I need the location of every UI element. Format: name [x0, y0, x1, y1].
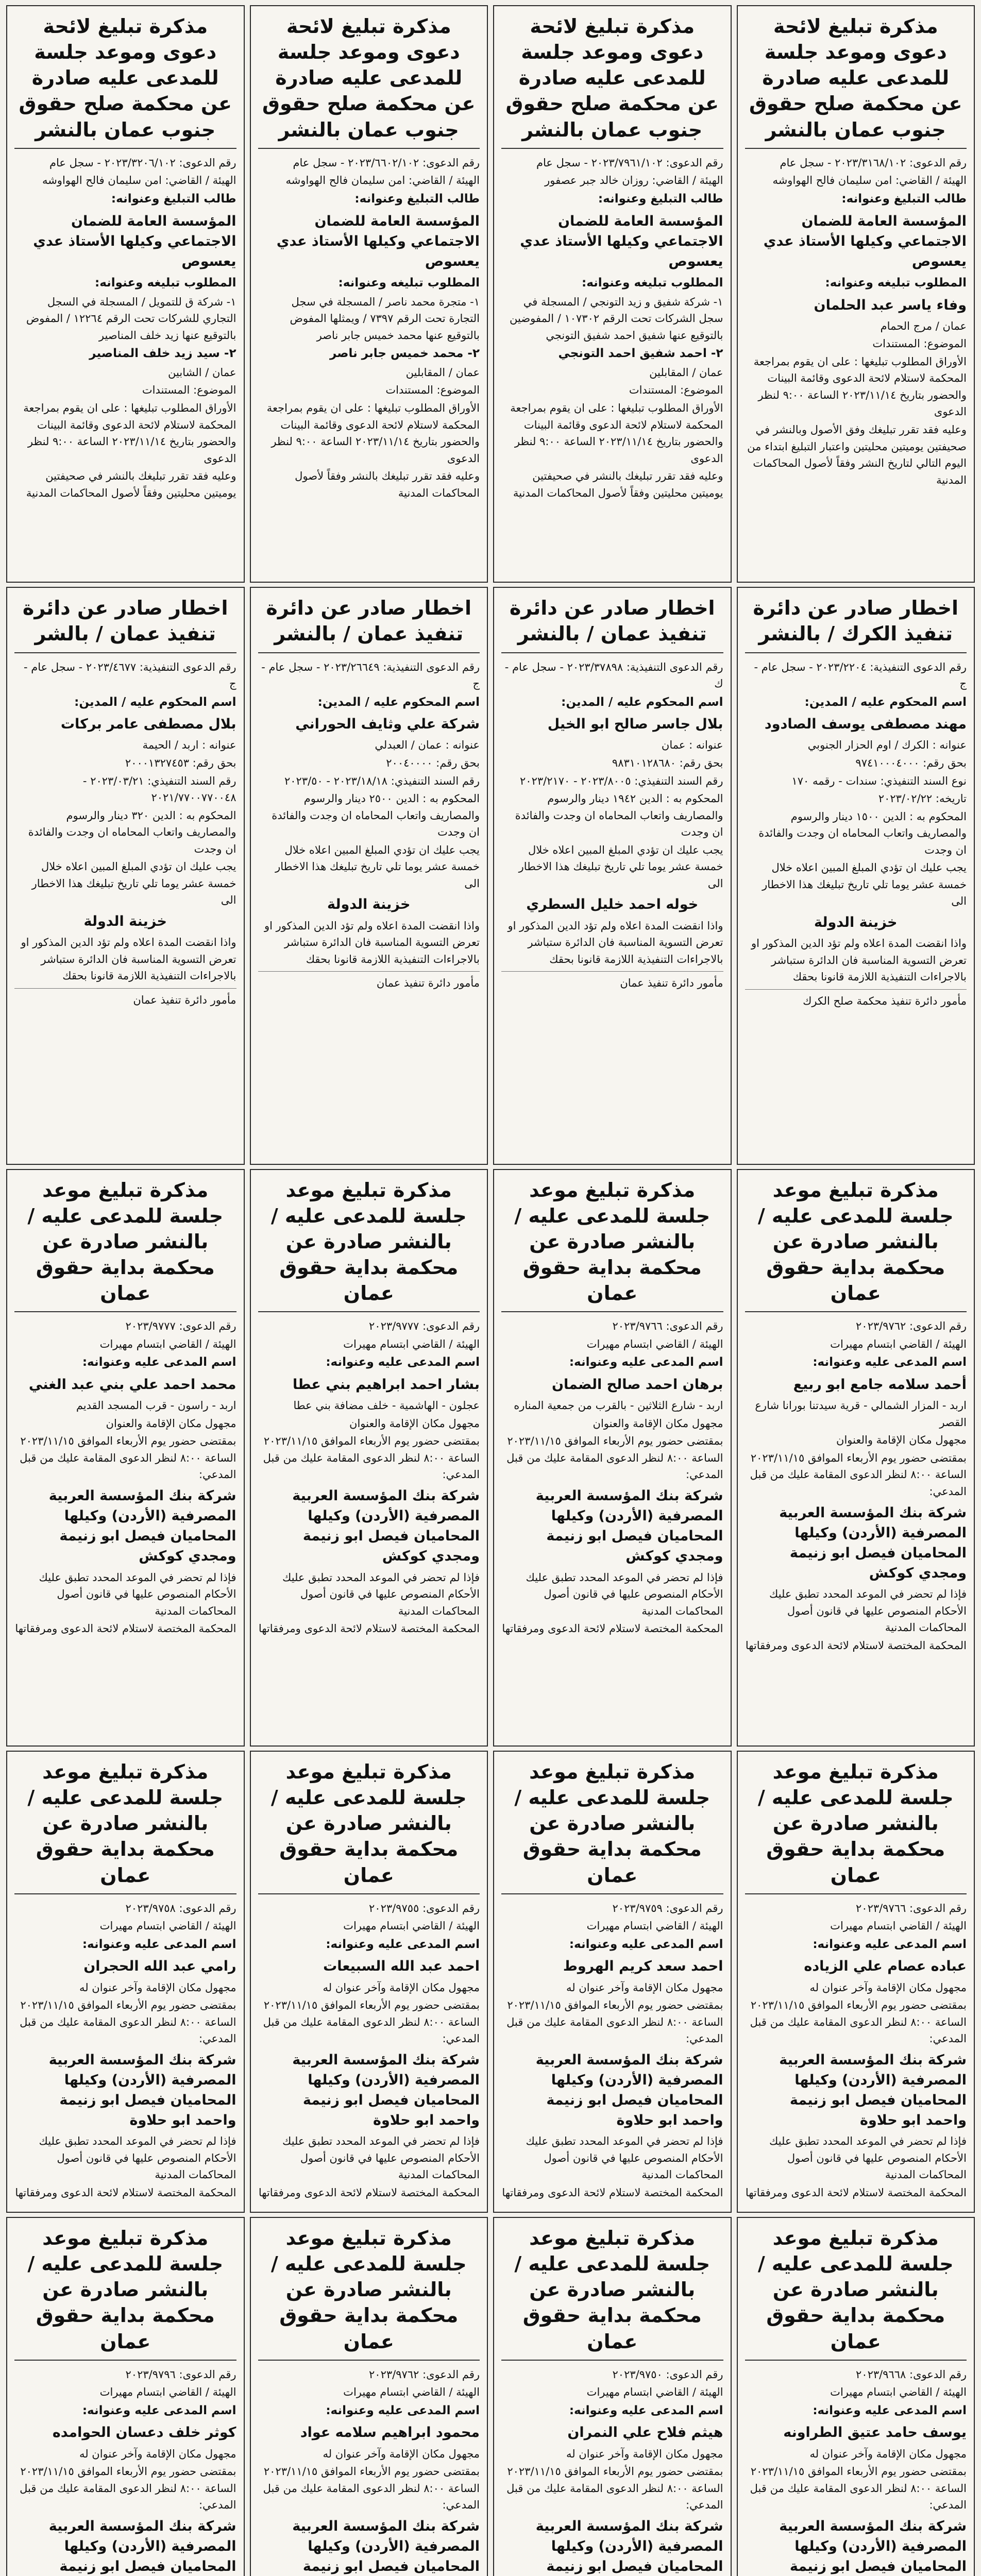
requester-label: طالب التبليغ وعنوانه: [841, 192, 967, 206]
address: عنوانه : عمان / العبدلي [375, 739, 480, 752]
plaintiff: شركة بنك المؤسسة العربية المصرفية (الأردن) وكيلها المحاميان فيصل ابو زنيمة ومجدي كوكش [48, 1487, 236, 1565]
address: عمان / المقابلين [649, 366, 723, 379]
notice-hearing-2 [493, 1169, 732, 1747]
signature: مأمور دائرة تنفيذ محكمة صلح الكرك [745, 989, 967, 1010]
defendant-label: اسم المدعى عليه وعنوانه: [569, 1937, 723, 1951]
debtor-label: اسم المحكوم عليه / المدين: [804, 695, 967, 709]
plaintiff: شركة بنك المؤسسة العربية المصرفية (الأردن) وكيلها المحاميان فيصل ابو زنيمة واحمد ابو حلاوة [292, 2052, 480, 2129]
notice-title: مذكرة تبليغ لائحة دعوى وموعد جلسة للمدعى عليه صادرة عن محكمة صلح حقوق جنوب عمان بالنشر [258, 13, 480, 149]
judge: الهيئة / القاضي ابتسام مهيرات [343, 2386, 480, 2399]
defendant-label: اسم المدعى عليه وعنوانه: [326, 1355, 480, 1369]
notice-title: مذكرة تبليغ لائحة دعوى وموعد جلسة للمدعى عليه صادرة عن محكمة صلح حقوق جنوب عمان بالنشر [501, 13, 723, 149]
closing-text: وعليه فقد تقرر تبليغك وفق الأصول وبالنشر في صحيفتين يوميتين محليتين واعتبار التبليغ ابتداء من اليوم التالي لتاريخ النشر وفقاً لأصول المحاكمات المدنية [747, 423, 967, 486]
hearing-date: بمقتضى حضور يوم الأربعاء الموافق ٢٠٢٣/١١/١٥ الساعة ٨:٠٠ لنظر الدعوى المقامة عليك من قبل المدعي: [20, 1999, 236, 2045]
judge: الهيئة / القاضي ابتسام مهيرات [99, 1337, 236, 1350]
row-1 [6, 5, 975, 583]
defendant: كوثر خلف دعسان الحوامده [52, 2425, 236, 2441]
defendant-label: المطلوب تبليغه وعنوانه: [338, 276, 480, 290]
judge: الهيئة / القاضي ابتسام مهيرات [586, 2386, 723, 2399]
defendant-label: اسم المدعى عليه وعنوانه: [569, 1355, 723, 1369]
payment-demand: يجب عليك ان تؤدي المبلغ المبين اعلاه خلال خمسة عشر يوما تلي تاريخ تبليغك هذا الاخطار الى [31, 860, 236, 907]
closing-text: المحكمة المختصة لاستلام لائحة الدعوى ومرفقاتها [502, 1622, 723, 1635]
unknown-address: مجهول مكان الإقامة والعنوان [836, 1434, 967, 1447]
defendant-label: المطلوب تبليغه وعنوانه: [582, 276, 723, 290]
requester-label: طالب التبليغ وعنوانه: [111, 192, 236, 206]
warning: فإذا لم تحضر في الموعد المحدد تطبق عليك الأحكام المنصوص عليها في قانون أصول المحاكمات المدنية [769, 2135, 967, 2181]
case-number: رقم الدعوى: ٢٠٢٣/٩٧٥٨ [125, 1902, 236, 1914]
judgment-amount: المحكوم به : الدين ١٩٤٢ دينار والرسوم والمصاريف واتعاب المحاماه ان وجدت والفائدة ان وجدت [515, 792, 723, 839]
case-number: رقم الدعوى: ٢٠٢٣/٩٧٦٢ [856, 1320, 967, 1333]
defendant: ١- متجرة محمد ناصر / المسجلة في سجل التجارة تحت الرقم ٧٣٩٧ / ويمثلها المفوض بالتوقيع عنها محمد خميس جابر ناصر [290, 295, 480, 342]
payment-demand: يجب عليك ان تؤدي المبلغ المبين اعلاه خلال خمسة عشر يوما تلي تاريخ تبليغك هذا الاخطار الى [275, 843, 480, 890]
case-number: رقم الدعوى: ٢٠٢٣/٩٧٦٢ [369, 2368, 480, 2381]
case-number: رقم الدعوى: ٢٠٢٣/٦٦٠٢/١٠٢ - سجل عام [293, 156, 480, 169]
debtor: بلال مصطفى عامر بركات [60, 716, 236, 733]
plaintiff: شركة بنك المؤسسة العربية المصرفية (الأردن) وكيلها المحاميان فيصل ابو زنيمة ومجدي كوكش [535, 1487, 723, 1565]
hearing-date: بمقتضى حضور يوم الأربعاء الموافق ٢٠٢٣/١١/١٥ الساعة ٨:٠٠ لنظر الدعوى المقامة عليك من قبل المدعي: [506, 1435, 723, 1481]
notice-title: اخطار صادر عن دائرة تنفيذ الكرك / بالنشر [745, 595, 967, 653]
warning: فإذا لم تحضر في الموعد المحدد تطبق عليك الأحكام المنصوص عليها في قانون أصول المحاكمات المدنية [282, 1571, 480, 1617]
instrument: نوع السند التنفيذي: سندات - رقمه ١٧٠ [791, 774, 967, 787]
national-number: بحق رقم: ٩٨٣١٠١٢٨٦٨٠ [612, 757, 723, 770]
case-number: رقم الدعوى: ٢٠٢٣/٩٧٥٩ [612, 1902, 723, 1914]
debtor: مهند مصطفى يوسف الصادود [764, 716, 967, 733]
case-number: رقم الدعوى: ٢٠٢٣/٩٧٧٧ [369, 1320, 480, 1333]
defendant-2: ٢- احمد شفيق احمد التونجي [558, 347, 723, 361]
address: عمان / الشابين [168, 366, 236, 379]
national-number: بحق رقم: ٢٠٠٤٠٠٠٠ [386, 757, 480, 770]
judge: الهيئة / القاضي ابتسام مهيرات [586, 1337, 723, 1350]
defendant-label: اسم المدعى عليه وعنوانه: [813, 1937, 967, 1951]
signature: مأمور دائرة تنفيذ عمان [258, 971, 480, 992]
address: عنوانه : عمان [661, 739, 723, 752]
address: اربد - راسون - قرب المسجد القديم [76, 1399, 236, 1412]
documents: الأوراق المطلوب تبليغها : على ان يقوم بمراجعة المحكمة لاستلام لائحة الدعوى وقائمة البينات والحضور بتاريخ ٢٠٢٣/١١/١٤ الساعة ٩:٠٠ لنظر الدعوى [510, 401, 723, 465]
notice-execution-3 [250, 587, 488, 1164]
judge: الهيئة / القاضي: امن سليمان فالح الهواوشه [42, 174, 236, 187]
payment-demand: يجب عليك ان تؤدي المبلغ المبين اعلاه خلال خمسة عشر يوما تلي تاريخ تبليغك هذا الاخطار الى [762, 861, 967, 908]
defendant: احمد عبد الله السبيعات [323, 1958, 480, 1975]
address: عمان / مرج الحمام [880, 319, 967, 332]
unknown-address: مجهول مكان الإقامة وآخر عنوان له [79, 2447, 236, 2460]
notice-title: اخطار صادر عن دائرة تنفيذ عمان / بالنشر [258, 595, 480, 653]
case-number: رقم الدعوى التنفيذية: ٢٠٢٣/٣٧٨٩٨ - سجل عام - ك [504, 660, 723, 690]
notice-title: مذكرة تبليغ لائحة دعوى وموعد جلسة للمدعى عليه صادرة عن محكمة صلح حقوق جنوب عمان بالنشر [745, 13, 967, 149]
notice-title: مذكرة تبليغ موعد جلسة للمدعى عليه / بالنشر صادرة عن محكمة بداية حقوق عمان [14, 1759, 236, 1894]
defendant-label: اسم المدعى عليه وعنوانه: [82, 2403, 236, 2417]
notice-title: مذكرة تبليغ موعد جلسة للمدعى عليه / بالنشر صادرة عن محكمة بداية حقوق عمان [501, 2225, 723, 2361]
case-number: رقم الدعوى التنفيذية: ٢٠٢٣/٢٢٠٤ - سجل عام - ج [754, 660, 967, 690]
address: اربد - المزار الشمالي - قرية سيدتنا بورانا شارع القصر [755, 1399, 967, 1429]
judgment-amount: المحكوم به : الدين ١٥٠٠ دينار والرسوم والمصاريف واتعاب المحاماه ان وجدت والفائدة ان وجدت [758, 810, 967, 856]
closing-text: وعليه فقد تقرر تبليغك بالنشر في صحيفتين يوميتين محليتين وفقاً لأصول المحاكمات المدنية [26, 470, 236, 499]
row-5 [6, 2217, 975, 2576]
instrument-date: تاريخه: ٢٠٢٣/٠٢/٢٢ [878, 792, 967, 805]
notice-title: اخطار صادر عن دائرة تنفيذ عمان / بالنشر [501, 595, 723, 653]
creditor: خزينة الدولة [83, 913, 167, 929]
notice-hearing-6 [493, 1751, 732, 2213]
payment-demand: يجب عليك ان تؤدي المبلغ المبين اعلاه خلال خمسة عشر يوما تلي تاريخ تبليغك هذا الاخطار الى [518, 843, 723, 890]
judge: الهيئة / القاضي: امن سليمان فالح الهواوشه [772, 174, 967, 187]
defendant: محمود ابراهيم سلامه عواد [300, 2425, 480, 2441]
notice-execution-1 [737, 587, 975, 1164]
defendant: يوسف حامد عتيق الطراونه [783, 2425, 967, 2441]
unknown-address: مجهول مكان الإقامة والعنوان [593, 1417, 723, 1430]
judge: الهيئة / القاضي ابتسام مهيرات [343, 1920, 480, 1933]
requester: المؤسسة العامة للضمان الاجتماعي وكيلها الأستاذ عدي يعسوص [276, 213, 480, 269]
plaintiff: شركة بنك المؤسسة العربية المصرفية (الأردن) وكيلها المحاميان فيصل ابو زنيمة [48, 2518, 236, 2575]
documents: الأوراق المطلوب تبليغها : على ان يقوم بمراجعة المحكمة لاستلام لائحة الدعوى وقائمة البينات والحضور بتاريخ ٢٠٢٣/١١/١٤ الساعة ٩:٠٠ لنظر الدعوى [23, 401, 236, 465]
case-number: رقم الدعوى التنفيذية: ٢٠٢٣/٤٦٧٧ - سجل عام - ج [24, 660, 236, 690]
judge: الهيئة / القاضي ابتسام مهيرات [830, 1337, 967, 1350]
notice-summons-4 [6, 5, 245, 583]
notice-title: مذكرة تبليغ موعد جلسة للمدعى عليه / بالنشر صادرة عن محكمة بداية حقوق عمان [258, 1759, 480, 1894]
notice-execution-4 [6, 587, 245, 1164]
plaintiff: شركة بنك المؤسسة العربية المصرفية (الأردن) وكيلها المحاميان فيصل ابو زنيمة ومجدي كوكش [292, 1487, 480, 1565]
warning: فإذا لم تحضر في الموعد المحدد تطبق عليك الأحكام المنصوص عليها في قانون أصول المحاكمات المدنية [39, 1571, 236, 1617]
defendant: محمد احمد علي بني عبد الغني [28, 1377, 236, 1393]
creditor: خزينة الدولة [327, 896, 411, 913]
subject: الموضوع: المستندات [872, 337, 967, 350]
warning: واذا انقضت المدة اعلاه ولم تؤد الدين المذكور او تعرض التسوية المناسبة فان الدائرة ستباشر بالاجراءات التنفيذية اللازمة قانونا بحقك [508, 919, 723, 965]
signature: مأمور دائرة تنفيذ عمان [14, 988, 236, 1009]
warning: فإذا لم تحضر في الموعد المحدد تطبق عليك الأحكام المنصوص عليها في قانون أصول المحاكمات المدنية [526, 1571, 723, 1617]
warning: واذا انقضت المدة اعلاه ولم تؤد الدين المذكور او تعرض التسوية المناسبة فان الدائرة ستباشر بالاجراءات التنفيذية اللازمة قانونا بحقك [264, 919, 480, 965]
creditor: خزينة الدولة [814, 914, 898, 930]
notice-hearing-5 [737, 1751, 975, 2213]
notice-title: مذكرة تبليغ موعد جلسة للمدعى عليه / بالنشر صادرة عن محكمة بداية حقوق عمان [258, 1177, 480, 1313]
plaintiff: شركة بنك المؤسسة العربية المصرفية (الأردن) وكيلها المحاميان فيصل ابو زنيمة [779, 2518, 967, 2575]
defendant: رامي عبد الله الحجران [83, 1958, 236, 1975]
defendant-label: اسم المدعى عليه وعنوانه: [82, 1937, 236, 1951]
warning: واذا انقضت المدة اعلاه ولم تؤد الدين المذكور او تعرض التسوية المناسبة فان الدائرة ستباشر بالاجراءات التنفيذية اللازمة قانونا بحقك [21, 936, 236, 982]
unknown-address: مجهول مكان الإقامة وآخر عنوان له [809, 1981, 967, 1994]
notice-title: مذكرة تبليغ موعد جلسة للمدعى عليه / بالنشر صادرة عن محكمة بداية حقوق عمان [745, 2225, 967, 2361]
judgment-amount: المحكوم به : الدين ٢٥٠٠ دينار والرسوم والمصاريف واتعاب المحاماه ان وجدت والفائدة ان وجدت [272, 792, 480, 839]
notice-hearing-3 [250, 1169, 488, 1747]
defendant: بشار احمد ابراهيم بني عطا [292, 1377, 480, 1393]
notice-title: مذكرة تبليغ موعد جلسة للمدعى عليه / بالنشر صادرة عن محكمة بداية حقوق عمان [745, 1759, 967, 1894]
closing-text: المحكمة المختصة لاستلام لائحة الدعوى ومرفقاتها [15, 1622, 236, 1635]
case-number: رقم الدعوى: ٢٠٢٣/٣١٦٨/١٠٢ - سجل عام [780, 156, 967, 169]
hearing-date: بمقتضى حضور يوم الأربعاء الموافق ٢٠٢٣/١١/١٥ الساعة ٨:٠٠ لنظر الدعوى المقامة عليك من قبل المدعي: [20, 2465, 236, 2512]
hearing-date: بمقتضى حضور يوم الأربعاء الموافق ٢٠٢٣/١١/١٥ الساعة ٨:٠٠ لنظر الدعوى المقامة عليك من قبل المدعي: [750, 2465, 967, 2512]
defendant-label: المطلوب تبليغه وعنوانه: [825, 276, 967, 290]
warning: فإذا لم تحضر في الموعد المحدد تطبق عليك الأحكام المنصوص عليها في قانون أصول المحاكمات المدنية [282, 2135, 480, 2181]
unknown-address: مجهول مكان الإقامة وآخر عنوان له [79, 1981, 236, 1994]
defendant: أحمد سلامه جامع ابو ربيع [793, 1377, 967, 1393]
requester: المؤسسة العامة للضمان الاجتماعي وكيلها الأستاذ عدي يعسوص [33, 213, 236, 269]
notice-hearing-12 [6, 2217, 245, 2576]
warning: واذا انقضت المدة اعلاه ولم تؤد الدين المذكور او تعرض التسوية المناسبة فان الدائرة ستباشر بالاجراءات التنفيذية اللازمة قانونا بحقك [751, 937, 967, 984]
hearing-date: بمقتضى حضور يوم الأربعاء الموافق ٢٠٢٣/١١/١٥ الساعة ٨:٠٠ لنظر الدعوى المقامة عليك من قبل المدعي: [20, 1435, 236, 1481]
case-number: رقم الدعوى: ٢٠٢٣/٣٢٠٦/١٠٢ - سجل عام [49, 156, 236, 169]
requester: المؤسسة العامة للضمان الاجتماعي وكيلها الأستاذ عدي يعسوص [763, 213, 967, 269]
defendant: هيثم فلاح علي النمران [567, 2425, 723, 2441]
judge: الهيئة / القاضي ابتسام مهيرات [830, 1920, 967, 1933]
subject: الموضوع: المستندات [385, 384, 480, 397]
defendant-label: اسم المدعى عليه وعنوانه: [569, 2403, 723, 2417]
unknown-address: مجهول مكان الإقامة وآخر عنوان له [323, 2447, 480, 2460]
row-3 [6, 1169, 975, 1747]
defendant-2: ٢- محمد خميس جابر ناصر [329, 347, 480, 361]
hearing-date: بمقتضى حضور يوم الأربعاء الموافق ٢٠٢٣/١١/١٥ الساعة ٨:٠٠ لنظر الدعوى المقامة عليك من قبل المدعي: [263, 1999, 480, 2045]
closing-text: المحكمة المختصة لاستلام لائحة الدعوى ومرفقاتها [745, 1639, 967, 1652]
debtor-label: اسم المحكوم عليه / المدين: [317, 695, 480, 709]
closing-text: المحكمة المختصة لاستلام لائحة الدعوى ومرفقاتها [258, 2186, 480, 2199]
notice-summons-2 [493, 5, 732, 583]
address: اربد - شارع الثلاثين - بالقرب من جمعية المناره [514, 1399, 723, 1412]
notice-execution-2 [493, 587, 732, 1164]
notice-hearing-8 [6, 1751, 245, 2213]
address: عنوانه : اربد / الحيمة [142, 739, 236, 752]
defendant: وفاء ياسر عبد الحلمان [814, 297, 967, 313]
notice-title: مذكرة تبليغ موعد جلسة للمدعى عليه / بالنشر صادرة عن محكمة بداية حقوق عمان [501, 1759, 723, 1894]
notice-title: مذكرة تبليغ موعد جلسة للمدعى عليه / بالنشر صادرة عن محكمة بداية حقوق عمان [501, 1177, 723, 1313]
notice-title: مذكرة تبليغ موعد جلسة للمدعى عليه / بالنشر صادرة عن محكمة بداية حقوق عمان [745, 1177, 967, 1313]
warning: فإذا لم تحضر في الموعد المحدد تطبق عليك الأحكام المنصوص عليها في قانون أصول المحاكمات المدنية [39, 2135, 236, 2181]
unknown-address: مجهول مكان الإقامة والعنوان [106, 1417, 236, 1430]
judge: الهيئة / القاضي ابتسام مهيرات [586, 1920, 723, 1933]
case-number: رقم الدعوى: ٢٠٢٣/٩٧٥٠ [612, 2368, 723, 2381]
closing-text: المحكمة المختصة لاستلام لائحة الدعوى ومرفقاتها [15, 2186, 236, 2199]
plaintiff: شركة بنك المؤسسة العربية المصرفية (الأردن) وكيلها المحاميان فيصل ابو زنيمة واحمد ابو حلاوة [48, 2052, 236, 2129]
subject: الموضوع: المستندات [142, 384, 236, 397]
case-number: رقم الدعوى: ٢٠٢٣/٧٩٦١/١٠٢ - سجل عام [536, 156, 723, 169]
judge: الهيئة / القاضي ابتسام مهيرات [343, 1337, 480, 1350]
defendant: ١- شركة شفيق و زيد التونجي / المسجلة في سجل الشركات تحت الرقم ١٠٧٣٠٢ / المفوضين بالتوقيع عنها شفيق احمد شفيق التونجي [510, 295, 723, 342]
notice-title: مذكرة تبليغ موعد جلسة للمدعى عليه / بالنشر صادرة عن محكمة بداية حقوق عمان [14, 1177, 236, 1313]
notice-hearing-9 [737, 2217, 975, 2576]
subject: الموضوع: المستندات [629, 384, 723, 397]
national-number: بحق رقم: ٢٠٠٠١٣٢٧٤٥٣ [125, 757, 236, 770]
address: عنوانه : الكرك / اوم الحزار الجنوبي [807, 739, 967, 752]
judge: الهيئة / القاضي ابتسام مهيرات [99, 1920, 236, 1933]
judge: الهيئة / القاضي ابتسام مهيرات [99, 2386, 236, 2399]
notice-title: مذكرة تبليغ لائحة دعوى وموعد جلسة للمدعى عليه صادرة عن محكمة صلح حقوق جنوب عمان بالنشر [14, 13, 236, 149]
plaintiff: شركة بنك المؤسسة العربية المصرفية (الأردن) وكيلها المحاميان فيصل ابو زنيمة [292, 2518, 480, 2575]
notice-summons-1 [737, 5, 975, 583]
unknown-address: مجهول مكان الإقامة والعنوان [349, 1417, 480, 1430]
plaintiff: شركة بنك المؤسسة العربية المصرفية (الأردن) وكيلها المحاميان فيصل ابو زنيمة ومجدي كوكش [779, 1504, 967, 1581]
defendant-label: المطلوب تبليغه وعنوانه: [95, 276, 236, 290]
defendant-label: اسم المدعى عليه وعنوانه: [326, 2403, 480, 2417]
judge: الهيئة / القاضي ابتسام مهيرات [830, 2386, 967, 2399]
closing-text: المحكمة المختصة لاستلام لائحة الدعوى ومرفقاتها [502, 2186, 723, 2199]
notice-hearing-10 [493, 2217, 732, 2576]
case-number: رقم الدعوى التنفيذية: ٢٠٢٣/٢٦٦٤٩ - سجل عام - ج [261, 660, 480, 690]
warning: فإذا لم تحضر في الموعد المحدد تطبق عليك الأحكام المنصوص عليها في قانون أصول المحاكمات المدنية [769, 1588, 967, 1634]
judge: الهيئة / القاضي: امن سليمان فالح الهواوشه [285, 174, 480, 187]
notice-title: مذكرة تبليغ موعد جلسة للمدعى عليه / بالنشر صادرة عن محكمة بداية حقوق عمان [14, 2225, 236, 2361]
notice-hearing-11 [250, 2217, 488, 2576]
creditor: خوله احمد خليل السطري [526, 896, 699, 913]
case-number: رقم الدعوى: ٢٠٢٣/٩٦٦٨ [856, 2368, 967, 2381]
requester: المؤسسة العامة للضمان الاجتماعي وكيلها الأستاذ عدي يعسوص [520, 213, 723, 269]
hearing-date: بمقتضى حضور يوم الأربعاء الموافق ٢٠٢٣/١١/١٥ الساعة ٨:٠٠ لنظر الدعوى المقامة عليك من قبل المدعي: [750, 1999, 967, 2045]
warning: فإذا لم تحضر في الموعد المحدد تطبق عليك الأحكام المنصوص عليها في قانون أصول المحاكمات المدنية [526, 2135, 723, 2181]
notice-title: اخطار صادر عن دائرة تنفيذ عمان / بالشر [14, 595, 236, 653]
defendant: عباده عصام علي الزياده [804, 1958, 967, 1975]
notice-hearing-7 [250, 1751, 488, 2213]
unknown-address: مجهول مكان الإقامة وآخر عنوان له [809, 2447, 967, 2460]
debtor-label: اسم المحكوم عليه / المدين: [74, 695, 236, 709]
closing-text: وعليه فقد تقرر تبليغك بالنشر في صحيفتين يوميتين محليتين وفقاً لأصول المحاكمات المدنية [513, 470, 723, 499]
address: عجلون - الهاشمية - خلف مضافة بني عطا [293, 1399, 480, 1412]
defendant-label: اسم المدعى عليه وعنوانه: [326, 1937, 480, 1951]
defendant-2: ٢- سيد زيد خلف المناصير [89, 347, 236, 361]
notice-hearing-1 [737, 1169, 975, 1747]
defendant: برهان احمد صالح الضمان [551, 1377, 723, 1393]
debtor: شركة علي وثايف الحوراني [295, 716, 480, 733]
unknown-address: مجهول مكان الإقامة وآخر عنوان له [566, 1981, 723, 1994]
hearing-date: بمقتضى حضور يوم الأربعاء الموافق ٢٠٢٣/١١/١٥ الساعة ٨:٠٠ لنظر الدعوى المقامة عليك من قبل المدعي: [263, 2465, 480, 2512]
instrument: رقم السند التنفيذي: ٢٠٢٣/٨٠٠٥ - ٢٠٢٣/٢١٧٠ [520, 774, 723, 787]
notice-summons-3 [250, 5, 488, 583]
case-number: رقم الدعوى: ٢٠٢٣/٩٧٦٦ [612, 1320, 723, 1333]
defendant: ١- شركة ق للتمويل / المسجلة في السجل التجاري للشركات تحت الرقم ١٢٢٦٤ / المفوض بالتوقيع عنها زيد خلف المناصير [26, 295, 236, 342]
signature: مأمور دائرة تنفيذ عمان [501, 971, 723, 992]
hearing-date: بمقتضى حضور يوم الأربعاء الموافق ٢٠٢٣/١١/١٥ الساعة ٨:٠٠ لنظر الدعوى المقامة عليك من قبل المدعي: [506, 2465, 723, 2512]
debtor-label: اسم المحكوم عليه / المدين: [561, 695, 723, 709]
row-2 [6, 587, 975, 1164]
requester-label: طالب التبليغ وعنوانه: [354, 192, 480, 206]
plaintiff: شركة بنك المؤسسة العربية المصرفية (الأردن) وكيلها المحاميان فيصل ابو زنيمة واحمد ابو حلاوة [779, 2052, 967, 2129]
requester-label: طالب التبليغ وعنوانه: [598, 192, 723, 206]
unknown-address: مجهول مكان الإقامة وآخر عنوان له [323, 1981, 480, 1994]
hearing-date: بمقتضى حضور يوم الأربعاء الموافق ٢٠٢٣/١١/١٥ الساعة ٨:٠٠ لنظر الدعوى المقامة عليك من قبل المدعي: [263, 1435, 480, 1481]
defendant-label: اسم المدعى عليه وعنوانه: [813, 2403, 967, 2417]
debtor: بلال جاسر صالح ابو الخيل [547, 716, 723, 733]
closing-text: وعليه فقد تقرر تبليغك بالنشر وفقاً لأصول المحاكمات المدنية [295, 470, 480, 499]
hearing-date: بمقتضى حضور يوم الأربعاء الموافق ٢٠٢٣/١١/١٥ الساعة ٨:٠٠ لنظر الدعوى المقامة عليك من قبل المدعي: [506, 1999, 723, 2045]
national-number: بحق رقم: ٩٧٤١٠٠٠٤٠٠٠ [855, 757, 967, 770]
hearing-date: بمقتضى حضور يوم الأربعاء الموافق ٢٠٢٣/١١/١٥ الساعة ٨:٠٠ لنظر الدعوى المقامة عليك من قبل المدعي: [750, 1451, 967, 1498]
notice-hearing-4 [6, 1169, 245, 1747]
case-number: رقم الدعوى: ٢٠٢٣/٩٧٩٦ [125, 2368, 236, 2381]
plaintiff: شركة بنك المؤسسة العربية المصرفية (الأردن) وكيلها المحاميان فيصل ابو زنيمة [535, 2518, 723, 2575]
row-4 [6, 1751, 975, 2213]
closing-text: المحكمة المختصة لاستلام لائحة الدعوى ومرفقاتها [258, 1622, 480, 1635]
plaintiff: شركة بنك المؤسسة العربية المصرفية (الأردن) وكيلها المحاميان فيصل ابو زنيمة واحمد ابو حلاوة [535, 2052, 723, 2129]
defendant-label: اسم المدعى عليه وعنوانه: [82, 1355, 236, 1369]
judgment-amount: المحكوم به : الدين ٣٢٠ دينار والرسوم والمصاريف واتعاب المحاماه ان وجدت والفائدة ان وجدت [28, 809, 236, 855]
unknown-address: مجهول مكان الإقامة وآخر عنوان له [566, 2447, 723, 2460]
defendant-label: اسم المدعى عليه وعنوانه: [813, 1355, 967, 1369]
documents: الأوراق المطلوب تبليغها : على ان يقوم بمراجعة المحكمة لاستلام لائحة الدعوى وقائمة البينات والحضور بتاريخ ٢٠٢٣/١١/١٤ الساعة ٩:٠٠ لنظر الدعوى [266, 401, 480, 465]
case-number: رقم الدعوى: ٢٠٢٣/٩٧٦٦ [856, 1902, 967, 1914]
case-number: رقم الدعوى: ٢٠٢٣/٩٧٧٧ [125, 1320, 236, 1333]
documents: الأوراق المطلوب تبليغها : على ان يقوم بمراجعة المحكمة لاستلام لائحة الدعوى وقائمة البينات والحضور بتاريخ ٢٠٢٣/١١/١٤ الساعة ٩:٠٠ لنظر الدعوى [753, 355, 967, 418]
case-number: رقم الدعوى: ٢٠٢٣/٩٧٥٥ [369, 1902, 480, 1914]
defendant: احمد سعد كريم الهروط [563, 1958, 723, 1975]
notice-title: مذكرة تبليغ موعد جلسة للمدعى عليه / بالنشر صادرة عن محكمة بداية حقوق عمان [258, 2225, 480, 2361]
closing-text: المحكمة المختصة لاستلام لائحة الدعوى ومرفقاتها [745, 2186, 967, 2199]
instrument: رقم السند التنفيذي: ٢٠٢٣/١٨/١٨ - ٢٠٢٣/٥٠ [284, 774, 480, 787]
instrument: رقم السند التنفيذي: ٢٠٢٣/٠٣/٢١ - ٢٠٢١/٧٧٠٠٧٧٠٠٤٨ [82, 774, 236, 804]
judge: الهيئة / القاضي: روزان خالد جبر عصفور [545, 174, 723, 187]
address: عمان / المقابلين [405, 366, 480, 379]
